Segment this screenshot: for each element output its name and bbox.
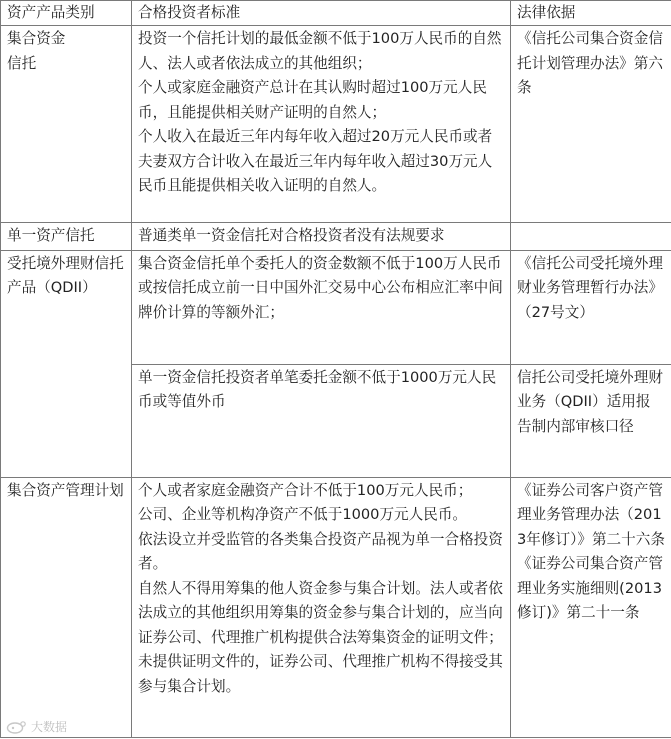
table-row <box>1 477 671 737</box>
law-cell <box>511 223 671 251</box>
standard-text: 投资一个信托计划的最低金额不低于100万人民币的自然人、法人或者依法成立的其他组织； <box>138 30 502 72</box>
standard-text: 公司、企业等机构净资产不低于1000万元人民币。 <box>138 506 468 523</box>
table-row <box>1 223 671 251</box>
category-text: 集合资金 <box>7 30 66 47</box>
header-standard: 合格投资者标准 <box>132 1 511 26</box>
watermark-text: 大数据 <box>31 720 68 734</box>
table-row <box>1 26 671 223</box>
table-row <box>1 250 671 364</box>
law-cell <box>511 364 671 477</box>
law-text: 《信托公司受托境外理财业务管理暂行办法》（27号文） <box>517 254 663 321</box>
law-text: 《信托公司集合资金信托计划管理办法》第六条 <box>517 30 663 96</box>
category-cell <box>1 223 132 251</box>
standard-text: 自然人不得用筹集的他人资金参与集合计划。法人或者依法成立的其他组织用筹集的资金参与集合计划的，应当向证券公司、代理推广机构提供合法筹集资金的证明文件；未提供证明文件的，证券公司、代理推广机构不得接受其参与集合计划。 <box>138 579 503 695</box>
category-cell <box>1 477 132 737</box>
watermark <box>6 718 67 735</box>
category-text: 受托境外理财信托产品（QDII） <box>7 254 124 296</box>
law-text: 信托公司受托境外理财业务（QDII）适用报告制内部审核口径 <box>517 368 663 435</box>
law-cell <box>511 477 671 737</box>
standard-cell <box>132 250 511 364</box>
category-text: 信托 <box>7 54 37 72</box>
category-cell <box>1 26 132 223</box>
law-cell <box>511 250 671 364</box>
law-cell <box>511 26 671 223</box>
category-text: 单一资产信托 <box>7 227 95 244</box>
category-cell <box>1 250 132 477</box>
standard-cell <box>132 477 511 737</box>
law-text: 《证券公司客户资产管理业务管理办法（2013年修订）》第二十六条 <box>517 481 665 548</box>
category-text: 集合资产管理计划 <box>7 481 124 499</box>
standard-cell <box>132 364 511 477</box>
standard-text: 个人或家庭金融资产总计在其认购时超过100万元人民币，且能提供相关财产证明的自然人； <box>138 79 487 121</box>
standard-text: 依法设立并受监管的各类集合投资产品视为单一合格投资者。 <box>138 530 503 572</box>
standard-text: 集合资金信托单个委托人的资金数额不低于100万人民币或按信托成立前一日中国外汇交易中心公布相应汇率中间牌价计算的等额外汇； <box>138 254 503 321</box>
header-category: 资产产品类别 <box>1 1 132 26</box>
standard-text: 单一资金信托投资者单笔委托金额不低于1000万元人民币或等值外币 <box>138 368 497 410</box>
standard-cell <box>132 26 511 223</box>
standard-text: 普通类单一资金信托对合格投资者没有法规要求 <box>138 227 445 244</box>
standard-text: 个人收入在最近三年内每年收入超过20万元人民币或者夫妻双方合计收入在最近三年内每年收入超过30万元人民币且能提供相关收入证明的自然人。 <box>138 128 493 194</box>
header-row <box>1 1 671 26</box>
standard-text: 个人或者家庭金融资产合计不低于100万元人民币； <box>138 481 473 499</box>
law-text: 《证券公司集合资产管理业务实施细则(2013修订)》第二十一条 <box>517 555 663 621</box>
watermark-logo-icon <box>6 720 28 734</box>
header-law: 法律依据 <box>511 1 671 26</box>
standard-cell <box>132 223 511 251</box>
